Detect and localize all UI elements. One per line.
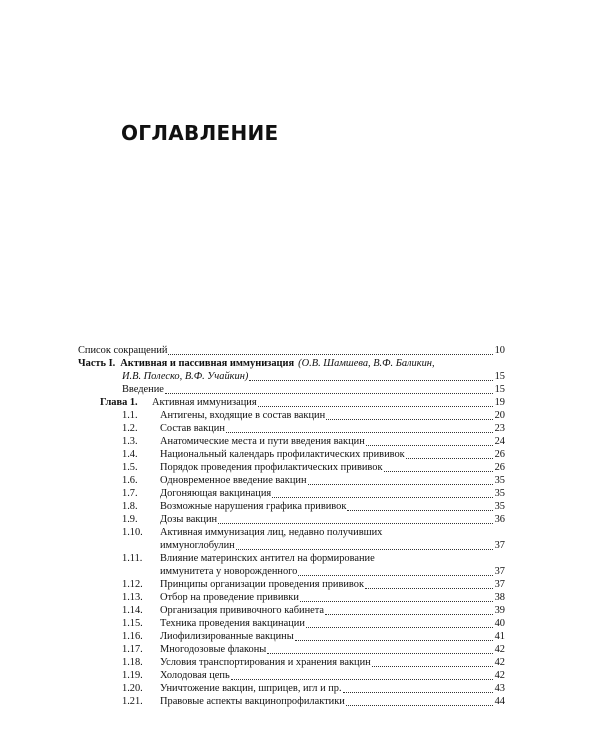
toc-entry-section[interactable] xyxy=(122,552,505,565)
section-number: 1.15. xyxy=(122,618,143,629)
toc-page-number: 35 xyxy=(494,475,505,486)
section-number: 1.16. xyxy=(122,631,143,642)
toc-entry-section[interactable] xyxy=(122,474,505,487)
section-number: 1.18. xyxy=(122,657,143,668)
toc-entry-label-line-1: Влияние материнских антител на формирование xyxy=(160,553,375,564)
dot-leader xyxy=(236,549,493,550)
toc-entry-section[interactable] xyxy=(122,448,505,461)
toc-entry-label: Список сокращений xyxy=(78,345,168,356)
toc-page-number: 26 xyxy=(494,462,505,473)
toc-page-number: 36 xyxy=(494,514,505,525)
toc-entry-label: Холодовая цепь xyxy=(160,670,230,681)
toc-entry-label: Принципы организации проведения прививок xyxy=(160,579,364,590)
toc-entry-introduction[interactable] xyxy=(122,383,505,396)
toc-entry-section[interactable] xyxy=(122,513,505,526)
dot-leader xyxy=(346,705,493,706)
dot-leader xyxy=(231,679,493,680)
dot-leader xyxy=(372,666,493,667)
dot-leader xyxy=(165,393,493,394)
toc-page-number: 24 xyxy=(494,436,505,447)
section-number: 1.12. xyxy=(122,579,143,590)
dot-leader xyxy=(300,601,493,602)
section-number: 1.5. xyxy=(122,462,138,473)
section-number: 1.17. xyxy=(122,644,143,655)
toc-page-number: 20 xyxy=(494,410,505,421)
toc-entry-part-1-continued[interactable] xyxy=(122,370,505,383)
dot-leader xyxy=(326,419,493,420)
toc-entry-part-1[interactable] xyxy=(78,357,505,370)
part-authors-line-1: (О.В. Шамшева, В.Ф. Баликин, xyxy=(298,358,435,369)
toc-entry-section[interactable] xyxy=(122,604,505,617)
toc-entry-section[interactable] xyxy=(122,656,505,669)
toc-page-number: 15 xyxy=(494,371,505,382)
section-number: 1.1. xyxy=(122,410,138,421)
toc-entry-label: Организация прививочного кабинета xyxy=(160,605,325,616)
toc-entry-section[interactable] xyxy=(122,617,505,630)
section-number: 1.11. xyxy=(122,553,143,564)
section-number: 1.4. xyxy=(122,449,138,460)
toc-entry-section[interactable] xyxy=(122,669,505,682)
toc-entry-label-line-2: иммунитета у новорожденного xyxy=(160,566,298,577)
toc-entry-section[interactable] xyxy=(122,630,505,643)
toc-page-number: 38 xyxy=(494,592,505,603)
toc-entry-section[interactable] xyxy=(122,578,505,591)
toc-page-number: 23 xyxy=(494,423,505,434)
dot-leader xyxy=(267,653,493,654)
toc-entry-label: Состав вакцин xyxy=(160,423,225,434)
section-number: 1.7. xyxy=(122,488,138,499)
toc-entry-label: Отбор на проведение прививки xyxy=(160,592,299,603)
toc-page-number: 44 xyxy=(494,696,505,707)
toc-entry-label-line-1: Активная иммунизация лиц, недавно получивших xyxy=(160,527,383,538)
toc-entry-label: Правовые аспекты вакцинопрофилактики xyxy=(160,696,345,707)
toc-page-number: 37 xyxy=(494,540,505,551)
section-number: 1.10. xyxy=(122,527,143,538)
toc-page-number: 42 xyxy=(494,657,505,668)
dot-leader xyxy=(298,575,493,576)
dot-leader xyxy=(365,588,493,589)
section-number: 1.8. xyxy=(122,501,138,512)
page-title: ОГЛАВЛЕНИЕ xyxy=(121,121,279,145)
toc-entry-label: Многодозовые флаконы xyxy=(160,644,267,655)
toc-entry-label: Уничтожение вакцин, шприцев, игл и пр. xyxy=(160,683,342,694)
toc-entry-section-continued[interactable] xyxy=(160,539,505,552)
toc-entry-section[interactable] xyxy=(122,422,505,435)
toc-page-number: 41 xyxy=(494,631,505,642)
dot-leader xyxy=(249,380,493,381)
toc-entry-section[interactable] xyxy=(122,409,505,422)
toc-entry-label: Активная иммунизация xyxy=(152,397,257,408)
toc-entry-section[interactable] xyxy=(122,500,505,513)
toc-entry-label: Антигены, входящие в состав вакцин xyxy=(160,410,326,421)
toc-page-number: 37 xyxy=(494,579,505,590)
dot-leader xyxy=(366,445,493,446)
section-number: 1.21. xyxy=(122,696,143,707)
dot-leader xyxy=(343,692,493,693)
section-number: 1.6. xyxy=(122,475,138,486)
toc-entry-section[interactable] xyxy=(122,435,505,448)
toc-entry-label: Возможные нарушения графика прививок xyxy=(160,501,347,512)
toc-entry-label: Одновременное введение вакцин xyxy=(160,475,307,486)
toc-entry-label: Анатомические места и пути введения вакцин xyxy=(160,436,365,447)
toc-entry-label-line-2: иммуноглобулин xyxy=(160,540,235,551)
toc-page-number: 42 xyxy=(494,670,505,681)
section-number: 1.19. xyxy=(122,670,143,681)
dot-leader xyxy=(325,614,493,615)
section-number: 1.9. xyxy=(122,514,138,525)
toc-entry-section-continued[interactable] xyxy=(160,565,505,578)
toc-entry-section[interactable] xyxy=(122,591,505,604)
toc-entry-label: Дозы вакцин xyxy=(160,514,218,525)
part-authors-line-2: И.В. Полеско, В.Ф. Учайкин) xyxy=(122,371,249,382)
toc-page-number: 26 xyxy=(494,449,505,460)
toc-page-number: 19 xyxy=(494,397,505,408)
dot-leader xyxy=(258,406,493,407)
section-number: 1.20. xyxy=(122,683,143,694)
toc-entry-label: Догоняющая вакцинация xyxy=(160,488,272,499)
dot-leader xyxy=(226,432,493,433)
toc-entry-section[interactable] xyxy=(122,643,505,656)
dot-leader xyxy=(306,627,493,628)
toc-page-number: 43 xyxy=(494,683,505,694)
toc-entry-section[interactable] xyxy=(122,487,505,500)
toc-entry-section[interactable] xyxy=(122,526,505,539)
toc-page-number: 40 xyxy=(494,618,505,629)
dot-leader xyxy=(168,354,493,355)
dot-leader xyxy=(295,640,493,641)
section-number: 1.2. xyxy=(122,423,138,434)
toc-entry-label: Условия транспортирования и хранения вакцин xyxy=(160,657,371,668)
dot-leader xyxy=(272,497,493,498)
part-title: Активная и пассивная иммунизация xyxy=(120,358,295,369)
dot-leader xyxy=(384,471,494,472)
toc-entry-section[interactable] xyxy=(122,695,505,708)
toc-entry-label: Техника проведения вакцинации xyxy=(160,618,305,629)
toc-entry-label: Лиофилизированные вакцины xyxy=(160,631,294,642)
toc-entry-label: Национальный календарь профилактических прививок xyxy=(160,449,405,460)
toc-page-number: 42 xyxy=(494,644,505,655)
dot-leader xyxy=(406,458,493,459)
dot-leader xyxy=(308,484,493,485)
toc-entry-label: Введение xyxy=(122,384,164,395)
section-number: 1.3. xyxy=(122,436,138,447)
toc-page-number: 15 xyxy=(494,384,505,395)
toc-entry-chapter-1[interactable] xyxy=(100,396,505,409)
section-number: 1.13. xyxy=(122,592,143,603)
dot-leader xyxy=(218,523,493,524)
toc-page-number: 37 xyxy=(494,566,505,577)
toc-entry-abbreviations[interactable] xyxy=(78,344,505,357)
section-number: 1.14. xyxy=(122,605,143,616)
toc-entry-label: Порядок проведения профилактических прививок xyxy=(160,462,383,473)
part-number: Часть I. xyxy=(78,358,116,369)
toc-page-number: 35 xyxy=(494,488,505,499)
toc-page-number: 10 xyxy=(494,345,505,356)
toc-entry-section[interactable] xyxy=(122,461,505,474)
toc-page-number: 35 xyxy=(494,501,505,512)
chapter-number: Глава 1. xyxy=(100,397,138,408)
toc-page-number: 39 xyxy=(494,605,505,616)
toc-entry-section[interactable] xyxy=(122,682,505,695)
dot-leader xyxy=(347,510,493,511)
